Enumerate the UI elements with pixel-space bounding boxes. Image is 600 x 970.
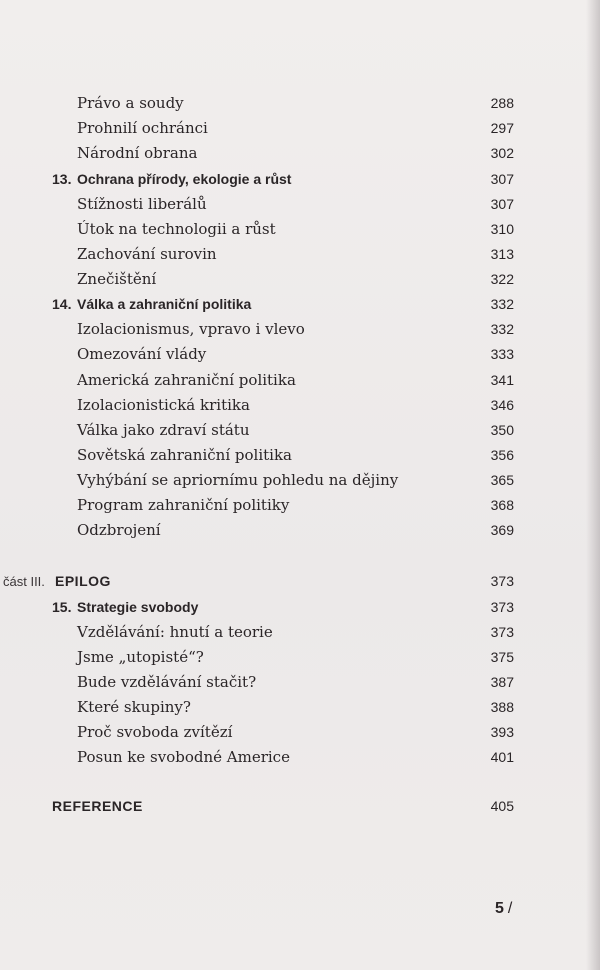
toc-entry [0, 723, 600, 748]
entry-page: 388 [490, 699, 514, 715]
toc-entry [0, 521, 600, 546]
entry-page: 405 [490, 798, 514, 814]
chapter-heading [0, 170, 600, 195]
entry-page: 322 [490, 271, 514, 287]
entry-title: Prohnilí ochránci [77, 119, 208, 137]
entry-title: Stížnosti liberálů [77, 195, 207, 213]
entry-page: 302 [490, 145, 514, 161]
references-title: REFERENCE [52, 798, 143, 814]
entry-page: 297 [490, 120, 514, 136]
toc-entry [0, 270, 600, 295]
toc-entry [0, 396, 600, 421]
chapter-title: Ochrana přírody, ekologie a růst [77, 171, 292, 187]
entry-title: Jsme „utopisté“? [77, 648, 204, 666]
entry-page: 288 [490, 95, 514, 111]
entry-page: 310 [490, 221, 514, 237]
toc-entry [0, 748, 600, 773]
entry-page: 333 [490, 346, 514, 362]
toc-entry [0, 623, 600, 648]
entry-title: Které skupiny? [77, 698, 191, 716]
chapter-title: Strategie svobody [77, 599, 199, 615]
toc-entry [0, 245, 600, 270]
entry-title: Zachování surovin [77, 245, 217, 263]
entry-title: Sovětská zahraniční politika [77, 446, 292, 464]
entry-title: Posun ke svobodné Americe [77, 748, 290, 766]
chapter-number: 14. [52, 296, 72, 312]
entry-title: Proč svoboda zvítězí [77, 723, 233, 741]
toc-entry [0, 446, 600, 471]
entry-page: 373 [490, 573, 514, 589]
toc-entry [0, 421, 600, 446]
entry-page: 365 [490, 472, 514, 488]
entry-title: Izolacionismus, vpravo i vlevo [77, 320, 305, 338]
entry-title: Vyhýbání se apriornímu pohledu na dějiny [77, 471, 399, 489]
entry-page: 341 [490, 372, 514, 388]
entry-page: 373 [490, 624, 514, 640]
entry-page: 332 [490, 296, 514, 312]
page-number-slash: / [507, 900, 513, 917]
entry-title: Izolacionistická kritika [77, 396, 250, 414]
page-number-value: 5 [495, 900, 504, 917]
toc-entry [0, 144, 600, 169]
entry-page: 368 [490, 497, 514, 513]
entry-title: Americká zahraniční politika [77, 371, 296, 389]
toc-entry [0, 496, 600, 521]
chapter-title: Válka a zahraniční politika [77, 296, 252, 312]
part-heading [0, 572, 600, 597]
toc-entry [0, 195, 600, 220]
toc-entry [0, 648, 600, 673]
references-heading [0, 797, 600, 822]
entry-page: 387 [490, 674, 514, 690]
entry-page: 307 [490, 171, 514, 187]
entry-title: Vzdělávání: hnutí a teorie [77, 623, 273, 641]
entry-title: Bude vzdělávání stačit? [77, 673, 257, 691]
entry-page: 375 [490, 649, 514, 665]
entry-page: 346 [490, 397, 514, 413]
entry-page: 369 [490, 522, 514, 538]
chapter-heading [0, 598, 600, 623]
entry-page: 373 [490, 599, 514, 615]
entry-page: 350 [490, 422, 514, 438]
entry-title: Národní obrana [77, 144, 198, 162]
part-title: EPILOG [55, 573, 111, 589]
toc-entry [0, 320, 600, 345]
entry-page: 313 [490, 246, 514, 262]
entry-title: Omezování vlády [77, 345, 207, 363]
entry-page: 356 [490, 447, 514, 463]
toc-entry [0, 94, 600, 119]
entry-page: 332 [490, 321, 514, 337]
page-number [495, 900, 512, 918]
entry-title: Válka jako zdraví státu [77, 421, 250, 439]
entry-page: 393 [490, 724, 514, 740]
part-label: část III. [3, 574, 45, 589]
chapter-heading [0, 295, 600, 320]
toc-entry [0, 471, 600, 496]
chapter-number: 15. [52, 599, 72, 615]
entry-title: Program zahraniční politiky [77, 496, 290, 514]
toc-entry [0, 673, 600, 698]
toc-entry [0, 220, 600, 245]
entry-title: Útok na technologii a růst [77, 220, 276, 238]
entry-page: 401 [490, 749, 514, 765]
page-edge-shadow [586, 0, 600, 970]
toc-entry [0, 119, 600, 144]
toc-entry [0, 345, 600, 370]
chapter-number: 13. [52, 171, 72, 187]
entry-title: Právo a soudy [77, 94, 184, 112]
entry-page: 307 [490, 196, 514, 212]
toc-entry [0, 371, 600, 396]
entry-title: Znečištění [77, 270, 157, 288]
toc-entry [0, 698, 600, 723]
entry-title: Odzbrojení [77, 521, 161, 539]
